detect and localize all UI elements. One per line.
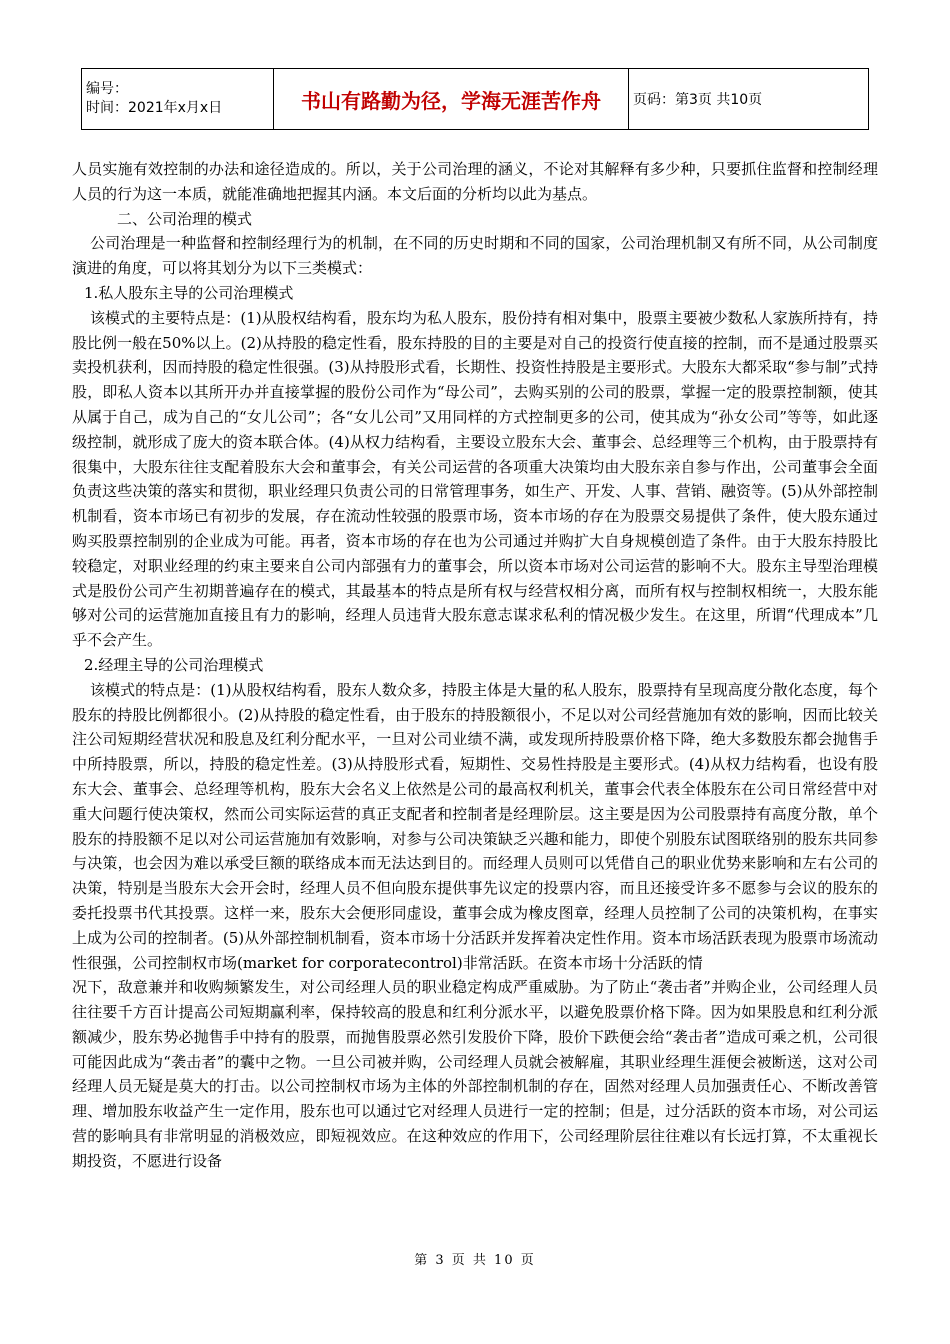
header-motto: 书山有路勤为径，学海无涯苦作舟 bbox=[274, 69, 629, 130]
subsection-heading: 1.私人股东主导的公司治理模式 bbox=[84, 283, 294, 302]
section-heading: 二、公司治理的模式 bbox=[117, 209, 253, 228]
subsection-heading: 2.经理主导的公司治理模式 bbox=[84, 655, 264, 674]
document-time-label: 时间：2021年x月x日 bbox=[86, 100, 223, 116]
body-paragraph: 况下，敌意兼并和收购频繁发生，对公司经理人员的职业稳定构成严重威胁。为了防止“袭击者”并购企业，公司经理人员往往要千方百计提高公司短期赢利率，保持较高的股息和红利分派水平，以避免股票价格下降。因为如果股息和红利分派额减少，股东势必抛售手中持有的股票，而抛售股票必然引发股价下降，股价下跌便会给“袭击者”造成可乘之机，公司很可能因此成为“袭击者”的囊中之物。一旦公司被并购，公司经理人员就会被解雇，其职业经理生涯便会被断送，这对公司经理人员无疑是莫大的打击。以公司控制权市场为主体的外部控制机制的存在，固然对经理人员加强责任心、不断改善管理、增加股东收益产生一定作用，股东也可以通过它对经理人员进行一定的控制；但是，过分活跃的资本市场，对公司运营的影响具有非常明显的消极效应，即短视效应。在这种效应的作用下，公司经理阶层往往难以有长远打算，不太重视长期投资，不愿进行设备 bbox=[72, 978, 878, 1170]
header-meta bbox=[82, 69, 274, 130]
body-paragraph: 该模式的特点是：(1)从股权结构看，股东人数众多，持股主体是大量的私人股东，股票持有呈现高度分散化态度，每个股东的持股比例都很小。(2)从持股的稳定性看，由于股东的持股额很小，不足以对公司经营施加有效的影响，因而比较关注公司短期经营状况和股息及红利分配水平，一旦对公司业绩不满，或发现所持股票价格下降，绝大多数股东都会抛售手中所持股票，所以，持股的稳定性差。(3)从持股形式看，短期性、交易性持股是主要形式。(4)从权力结构看，也设有股东大会、董事会、总经理等机构，股东大会名义上依然是公司的最高权利机关，董事会代表全体股东在公司日常经营中对重大问题行使决策权，然而公司实际运营的真正支配者和控制者是经理阶层。这主要是因为公司股票持有高度分散，单个股东的持股额不足以对公司运营施加有效影响，对参与公司决策缺乏兴趣和能力，即使个别股东试图联络别的股东共同参与决策，也会因为难以承受巨额的联络成本而无法达到目的。而经理人员则可以凭借自己的职业优势来影响和左右公司的决策，特别是当股东大会开会时，经理人员不但向股东提供事先议定的投票内容，而且还接受许多不愿参与会议的股东的委托投票书代其投票。这样一来，股东大会便形同虚设，董事会成为橡皮图章，经理人员控制了公司的决策机构，在事实上成为公司的控制者。(5)从外部控制机制看，资本市场十分活跃并发挥着决定性作用。资本市场活跃表现为股票市场流动性很强，公司控制权市场(market for corporatecontrol)非常活跃。在资本市场十分活跃的情 bbox=[72, 680, 878, 972]
body-paragraph: 人员实施有效控制的办法和途径造成的。所以，关于公司治理的涵义，不论对其解释有多少种，只要抓住监督和控制经理人员的行为这一本质，就能准确地把握其内涵。本文后面的分析均以此为基点。 bbox=[72, 160, 878, 203]
page-footer: 第 3 页 共 10 页 bbox=[414, 1253, 536, 1268]
document-number-label: 编号： bbox=[86, 81, 128, 97]
body-paragraph: 公司治理是一种监督和控制经理行为的机制，在不同的历史时期和不同的国家，公司治理机制又有所不同，从公司制度演进的角度，可以将其划分为以下三类模式： bbox=[72, 234, 878, 278]
document-body bbox=[72, 157, 878, 1174]
body-paragraph: 该模式的主要特点是：(1)从股权结构看，股东均为私人股东，股份持有相对集中，股票主要被少数私人家族所持有，持股比例一般在50%以上。(2)从持股的稳定性看，股东持股的目的主要是对自己的投资行使直接的控制，而不是通过股票买卖投机获利，因而持股的稳定性很强。(3)从持股形式看，长期性、投资性持股是主要形式。大股东大都采取“参与制”式持股，即私人资本以其所开办并直接掌握的股份公司作为“母公司”，去购买别的公司的股票，掌握一定的股票控制额，使其从属于自己，成为自己的“女儿公司”；各“女儿公司”又用同样的方式控制更多的公司，使其成为“孙女公司”等等，如此逐级控制，就形成了庞大的资本联合体。(4)从权力结构看，主要设立股东大会、董事会、总经理等三个机构，由于股票持有很集中，大股东往往支配着股东大会和董事会，有关公司运营的各项重大决策均由大股东亲自参与作出，公司董事会全面负责这些决策的落实和贯彻，职业经理只负责公司的日常管理事务，如生产、开发、人事、营销、融资等。(5)从外部控制机制看，资本市场已有初步的发展，存在流动性较强的股票市场，资本市场的存在为股票交易提供了条件，使大股东通过购买股票控制别的企业成为可能。再者，资本市场的存在也为公司通过并购扩大自身规模创造了条件。由于大股东持股比较稳定，对职业经理的约束主要来自公司内部强有力的董事会，所以资本市场对公司运营的影响不大。股东主导型治理模式是股份公司产生初期普遍存在的模式，其最基本的特点是所有权与经营权相分离，而所有权与控制权相统一，大股东能够对公司的运营施加直接且有力的影响，经理人员违背大股东意志谋求私利的情况极少发生。在这里，所谓“代理成本”几乎不会产生。 bbox=[72, 308, 878, 650]
page-header bbox=[81, 68, 869, 130]
header-page-info: 页码：第3页 共10页 bbox=[629, 69, 869, 130]
